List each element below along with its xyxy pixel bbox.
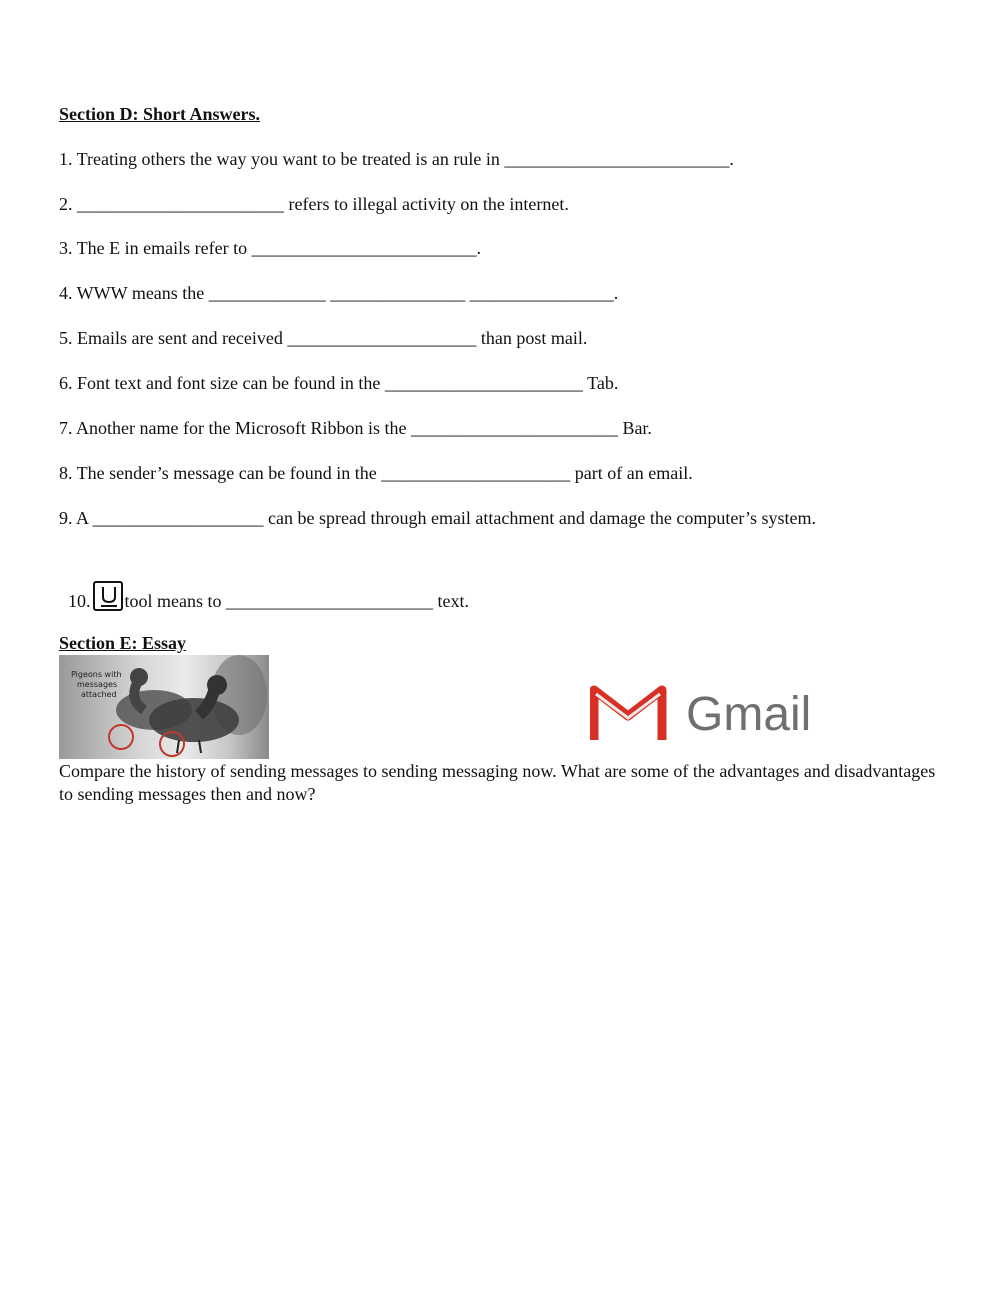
question-10 [59,560,469,612]
question-3: 3. The E in emails refer to _________________________. [59,238,482,258]
section-e-title: Section E: Essay [59,633,187,653]
question-5: 5. Emails are sent and received _____________________ than post mail. [59,328,588,348]
essay-prompt: Compare the history of sending messages to sending messaging now. What are some of the advantages and disadvantages to sending messages then and now? [59,761,936,804]
question-9: 9. A ___________________ can be spread through email attachment and damage the computer’s system. [59,508,816,528]
question-10-number: 10. [68,591,91,611]
gmail-wordmark: Gmail [686,688,812,741]
question-6: 6. Font text and font size can be found in the ______________________ Tab. [59,373,619,393]
question-1: 1. Treating others the way you want to be treated is an rule in _________________________. [59,149,734,169]
section-d-title: Section D: Short Answers. [59,104,260,124]
pigeon-caption: Pigeons with messages attached [71,670,122,699]
pigeon-image [59,655,269,759]
gmail-logo [590,684,830,744]
question-4: 4. WWW means the _____________ _______________ ________________. [59,283,619,303]
question-10-text: tool means to _______________________ text. [124,591,469,611]
question-7: 7. Another name for the Microsoft Ribbon is the _______________________ Bar. [59,418,652,438]
question-2: 2. _______________________ refers to illegal activity on the internet. [59,194,569,214]
gmail-m-icon [594,690,662,740]
underline-icon [93,581,123,611]
question-8: 8. The sender’s message can be found in the _____________________ part of an email. [59,463,693,483]
